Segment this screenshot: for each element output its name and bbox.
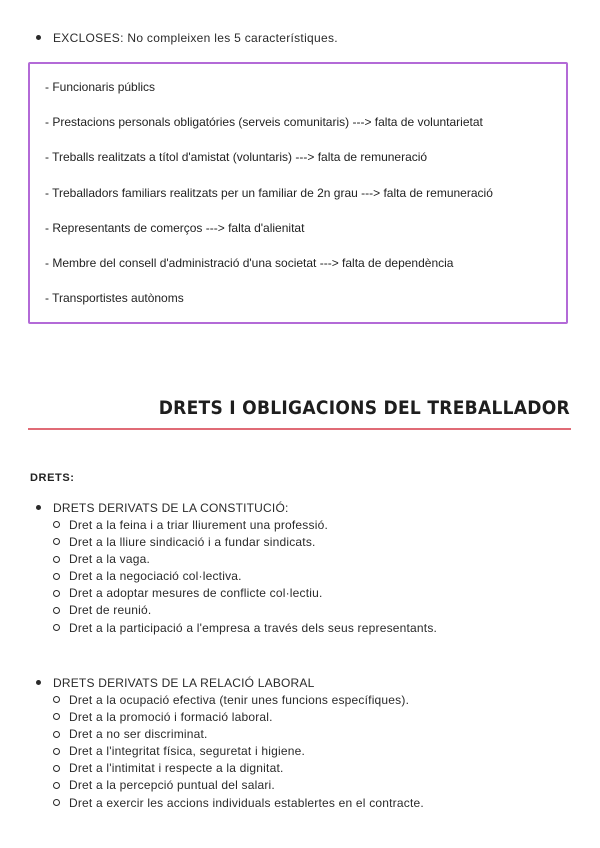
circle-bullet-icon xyxy=(53,521,60,528)
list-item-text: Dret a la lliure sindicació i a fundar sindicats. xyxy=(69,535,316,550)
circle-bullet-icon xyxy=(53,765,60,772)
list-item xyxy=(53,743,424,760)
circle-bullet-icon xyxy=(53,538,60,545)
rights-label: DRETS: xyxy=(30,472,75,484)
circle-bullet-icon xyxy=(53,624,60,631)
bullet-dot-icon xyxy=(36,505,41,510)
list-item xyxy=(53,534,437,551)
list-item xyxy=(53,760,424,777)
group-title xyxy=(36,500,437,517)
section-heading: DRETS I OBLIGACIONS DEL TREBALLADOR xyxy=(158,397,570,419)
circle-bullet-icon xyxy=(53,799,60,806)
list-item-text: Dret a no ser discriminat. xyxy=(69,727,208,742)
exclusion-item: - Funcionaris públics xyxy=(45,80,156,94)
list-item xyxy=(53,709,424,726)
list-item-text: Dret a l'integritat física, seguretat i higiene. xyxy=(69,744,306,759)
heading-divider xyxy=(28,428,571,430)
circle-bullet-icon xyxy=(53,713,60,720)
list-item xyxy=(53,551,437,568)
circle-bullet-icon xyxy=(53,731,60,738)
list-item-text: Dret a l'intimitat i respecte a la dignitat. xyxy=(69,761,284,776)
list-item-text: Dret a la percepció puntual del salari. xyxy=(69,778,275,793)
group-title-text: DRETS DERIVATS DE LA CONSTITUCIÓ: xyxy=(53,501,289,515)
list-item xyxy=(53,517,437,534)
list-item xyxy=(53,726,424,743)
list-item-text: Dret a la participació a l'empresa a través dels seus representants. xyxy=(69,620,438,635)
exclusion-item: - Treballadors familiars realitzats per un familiar de 2n grau ---> falta de remuneració xyxy=(45,185,493,200)
circle-bullet-icon xyxy=(53,607,60,614)
list-item-text: Dret a la ocupació efectiva (tenir unes funcions específiques). xyxy=(69,693,410,707)
exclusion-item: - Transportistes autònoms xyxy=(45,291,184,306)
list-item xyxy=(53,795,424,812)
group-title-text: DRETS DERIVATS DE LA RELACIÓ LABORAL xyxy=(53,676,315,690)
exclusion-item: - Prestacions personals obligatóries (serveis comunitaris) ---> falta de voluntarietat xyxy=(45,115,483,130)
list-item xyxy=(53,692,424,709)
labor-rights-group xyxy=(36,675,424,812)
bullet-dot-icon xyxy=(36,35,41,40)
exclusions-box xyxy=(28,62,568,324)
list-item xyxy=(53,568,437,585)
bullet-dot-icon xyxy=(36,680,41,685)
list-item-text: Dret a la promoció i formació laboral. xyxy=(69,710,273,725)
list-item-text: Dret a adoptar mesures de conflicte col·lectiu. xyxy=(69,586,323,601)
list-item-text: Dret a exercir les accions individuals establertes en el contracte. xyxy=(69,795,424,810)
circle-bullet-icon xyxy=(53,696,60,703)
list-item xyxy=(53,602,437,619)
circle-bullet-icon xyxy=(53,748,60,755)
list-item xyxy=(53,585,437,602)
circle-bullet-icon xyxy=(53,573,60,580)
exclusion-item: - Treballs realitzats a títol d'amistat (voluntaris) ---> falta de remuneració xyxy=(45,150,428,165)
group-title xyxy=(36,675,424,692)
constitution-rights-group xyxy=(36,500,437,637)
circle-bullet-icon xyxy=(53,782,60,789)
exclusions-text: EXCLOSES: No compleixen les 5 característiques. xyxy=(53,31,338,45)
exclusion-item: - Membre del consell d'administració d'una societat ---> falta de dependència xyxy=(45,255,454,270)
circle-bullet-icon xyxy=(53,590,60,597)
exclusion-item: - Representants de comerços ---> falta d'alienitat xyxy=(45,220,305,235)
list-item-text: Dret a la feina i a triar lliurement una professió. xyxy=(69,518,328,532)
exclusions-bullet xyxy=(36,31,338,45)
circle-bullet-icon xyxy=(53,556,60,563)
list-item-text: Dret a la negociació col·lectiva. xyxy=(69,569,242,584)
list-item-text: Dret a la vaga. xyxy=(69,552,151,567)
list-item xyxy=(53,777,424,794)
list-item-text: Dret de reunió. xyxy=(69,603,152,618)
list-item xyxy=(53,620,437,637)
